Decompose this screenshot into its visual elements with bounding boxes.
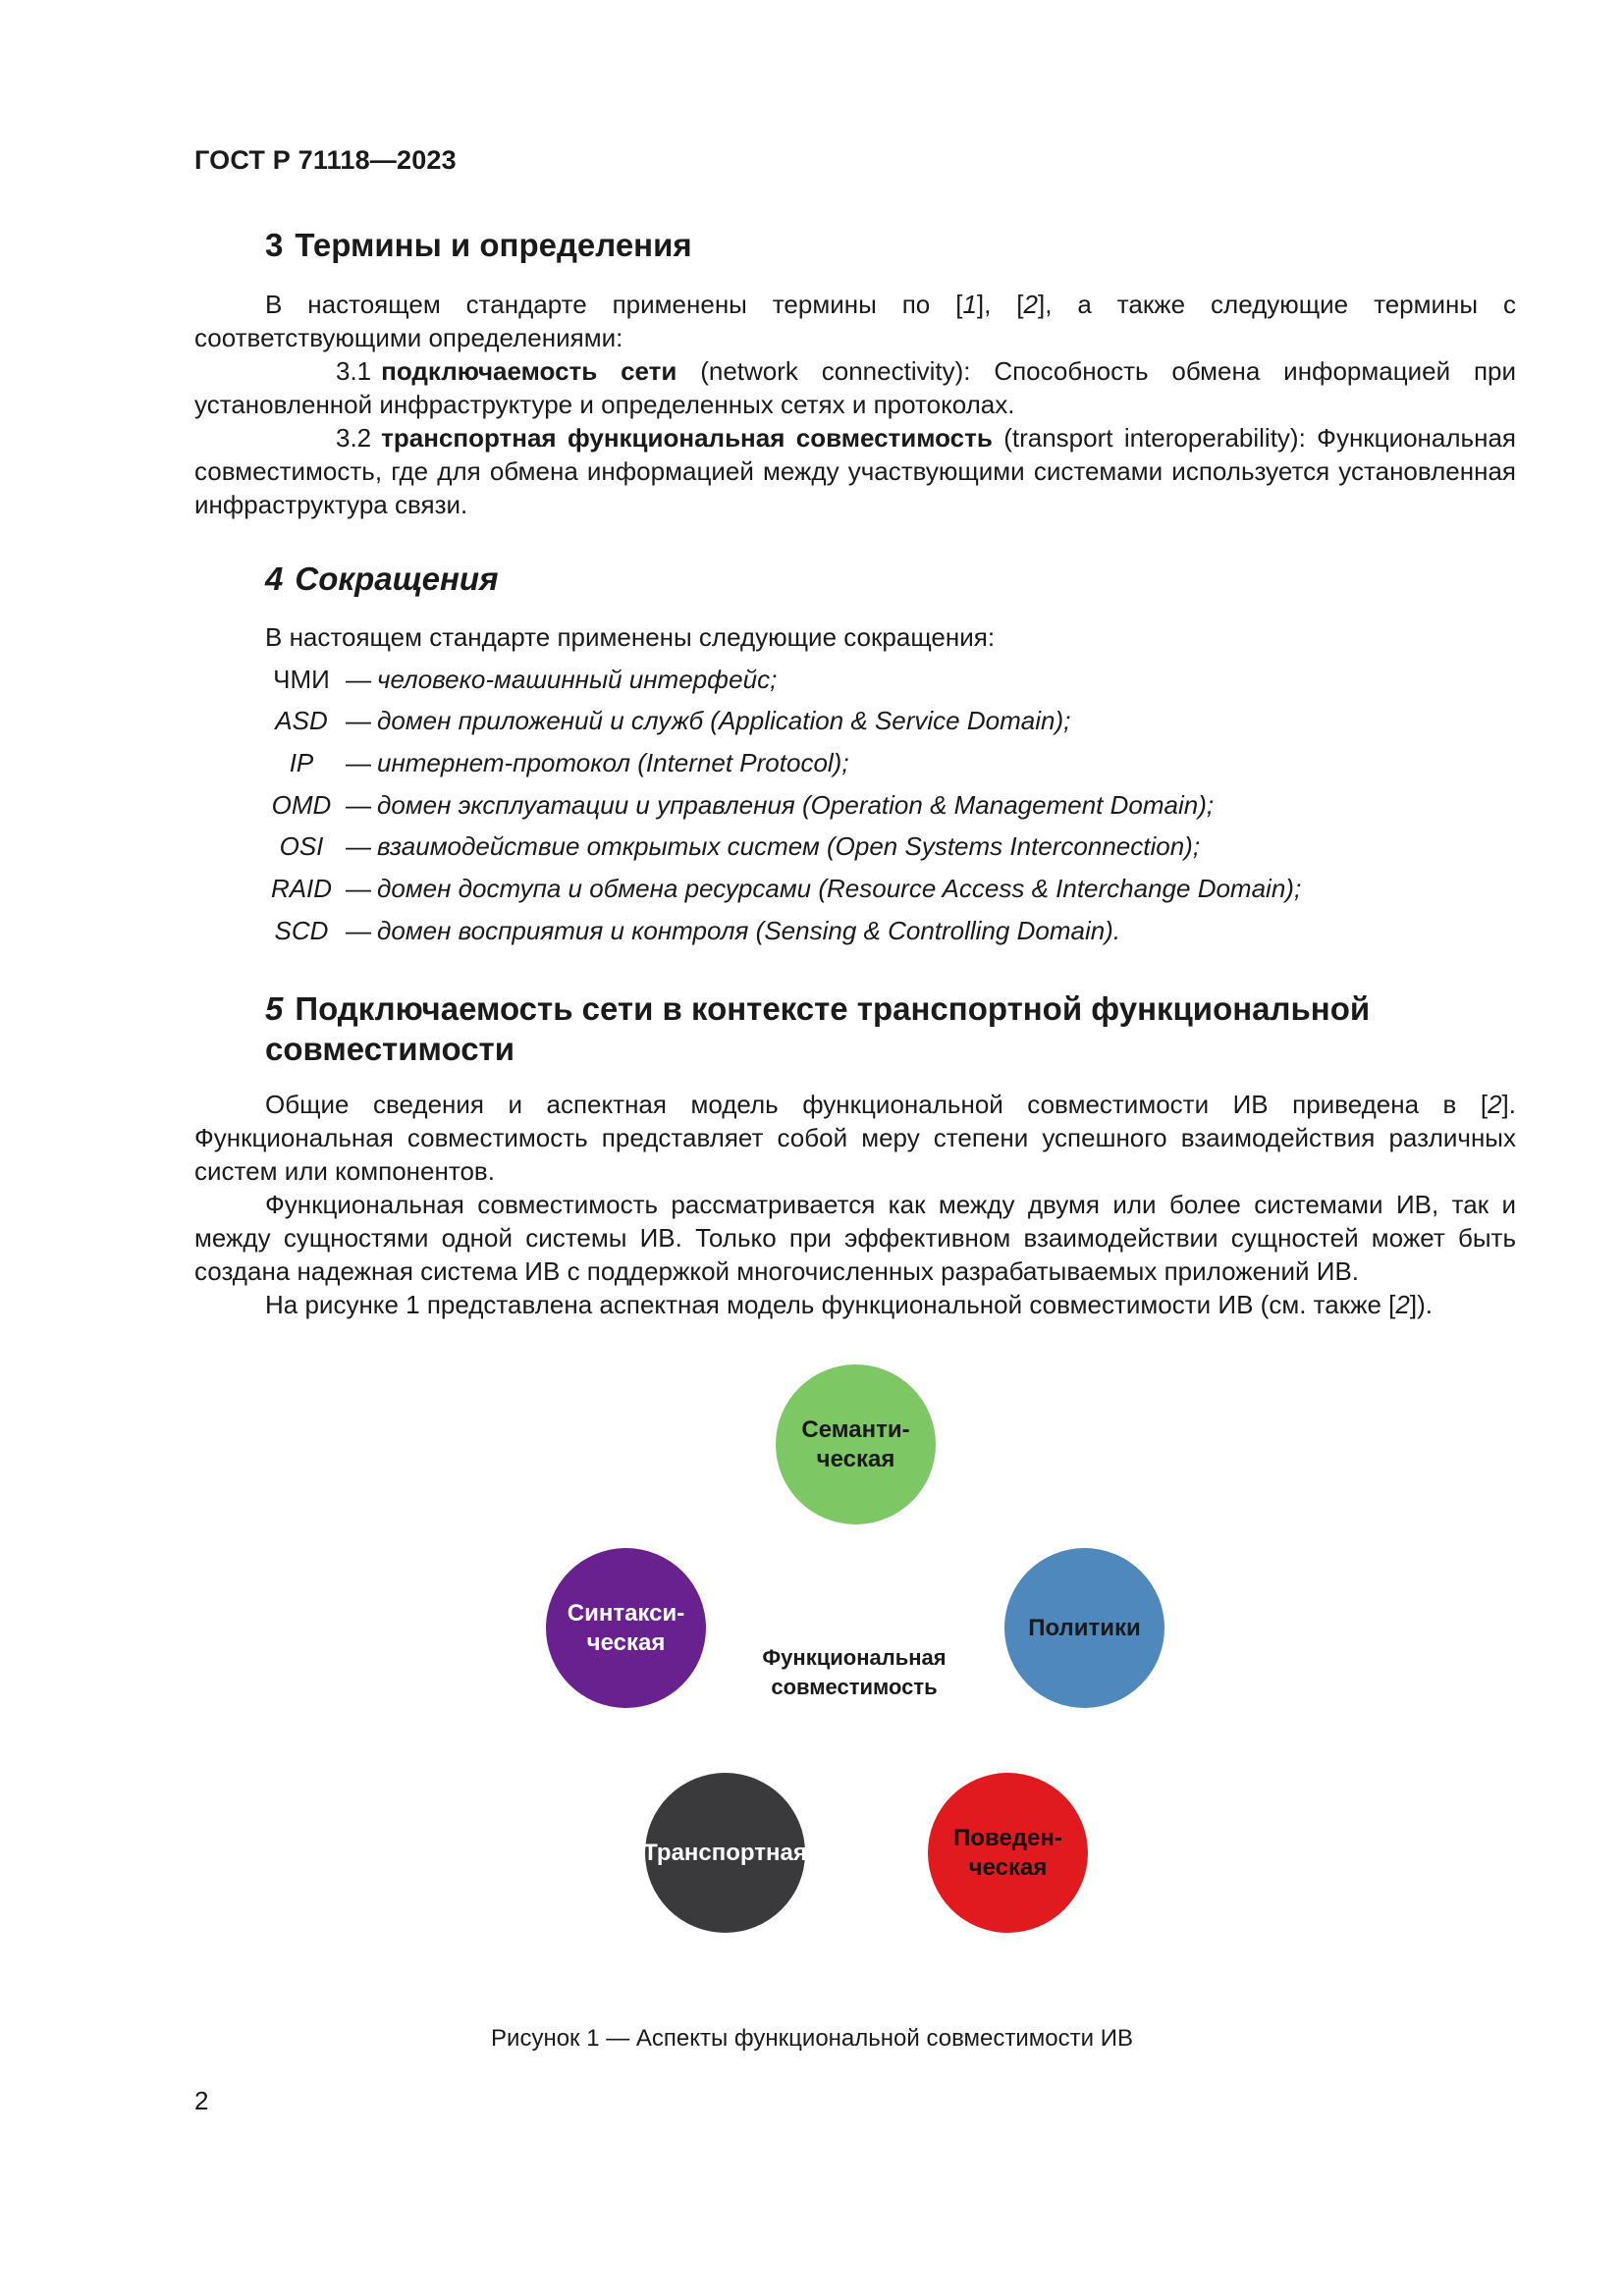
section-3-intro: В настоящем стандарте применены термины по [1], [2], а также следующие термины с соответствующими определениями: <box>194 290 1516 352</box>
abbr-row: OSI — взаимодействие открытых систем (Open Systems Interconnection); <box>279 831 1201 861</box>
section-5-paragraph-2: Функциональная совместимость рассматривается как между двумя или более системами ИВ, так и между сущностями одной системы ИВ. Только при эффективном взаимодействии сущностей может быть создана надежная система ИВ с поддержкой многочисленных разрабатываемых приложений ИВ. <box>194 1190 1516 1286</box>
section-4-number: 4 <box>265 561 284 597</box>
page-number: 2 <box>194 2086 209 2115</box>
section-4-title <box>265 559 499 599</box>
term-3-1: 3.1 подключаемость сети (network connectivity): Способность обмена информацией при установленной инфраструктуре и определенных сетях и протоколах. <box>194 356 1517 419</box>
section-5-paragraph-1: Общие сведения и аспектная модель функциональной совместимости ИВ приведена в [2]. Функциональная совместимость представляет собой меру степени успешного взаимодействия различных систем или компонентов. <box>194 1090 1516 1186</box>
section-3-title-text: Термины и определения <box>295 227 692 263</box>
abbr-row: IP — интернет-протокол (Internet Protocol); <box>289 748 849 777</box>
term-3-2: 3.2 транспортная функциональная совместимость (transport interoperability): Функциональная совместимость, где для обмена информацией между участвующими системами используется установленная инфраструктура связи. <box>194 423 1516 519</box>
circle-syntactic: Синтакси- ческая <box>546 1548 706 1708</box>
abbr-row: SCD — домен восприятия и контроля (Sensing & Controlling Domain). <box>274 916 1121 945</box>
abbr-row: RAID — домен доступа и обмена ресурсами (Resource Access & Interchange Domain); <box>270 874 1302 903</box>
abbr-row: ASD — домен приложений и служб (Application & Service Domain); <box>275 706 1071 735</box>
section-3-body <box>194 288 1516 521</box>
section-5-title-line1: Подключаемость сети в контексте транспортной функциональной <box>295 990 1371 1027</box>
abbr-row: ЧМИ — человеко-машинный интерфейс; <box>273 665 778 694</box>
section-4-intro: В настоящем стандарте применены следующие сокращения: <box>265 622 996 652</box>
abbr-row: OMD — домен эксплуатации и управления (Operation & Management Domain); <box>271 790 1215 820</box>
section-4-title-text: Сокращения <box>295 561 499 597</box>
figure-center-label: Функциональная совместимость <box>762 1645 947 1699</box>
section-5-title-line2: совместимости <box>265 1031 514 1067</box>
section-5-title <box>265 988 1370 1069</box>
section-5-body <box>194 1088 1516 1321</box>
circle-policy: Политики <box>1004 1548 1164 1708</box>
document-header: ГОСТ Р 71118—2023 <box>194 145 457 175</box>
section-3-number: 3 <box>265 227 284 263</box>
section-3-title <box>265 225 692 265</box>
circle-behavioral: Поведен- ческая <box>928 1773 1088 1933</box>
circle-semantic: Семанти- ческая <box>776 1364 936 1524</box>
section-5-number: 5 <box>265 990 284 1027</box>
section-5-paragraph-3: На рисунке 1 представлена аспектная модель функциональной совместимости ИВ (см. также [2]). <box>265 1290 1433 1319</box>
circle-transport: Транспортная <box>645 1773 805 1933</box>
figure-caption: Рисунок 1 — Аспекты функциональной совместимости ИВ <box>491 2025 1133 2052</box>
